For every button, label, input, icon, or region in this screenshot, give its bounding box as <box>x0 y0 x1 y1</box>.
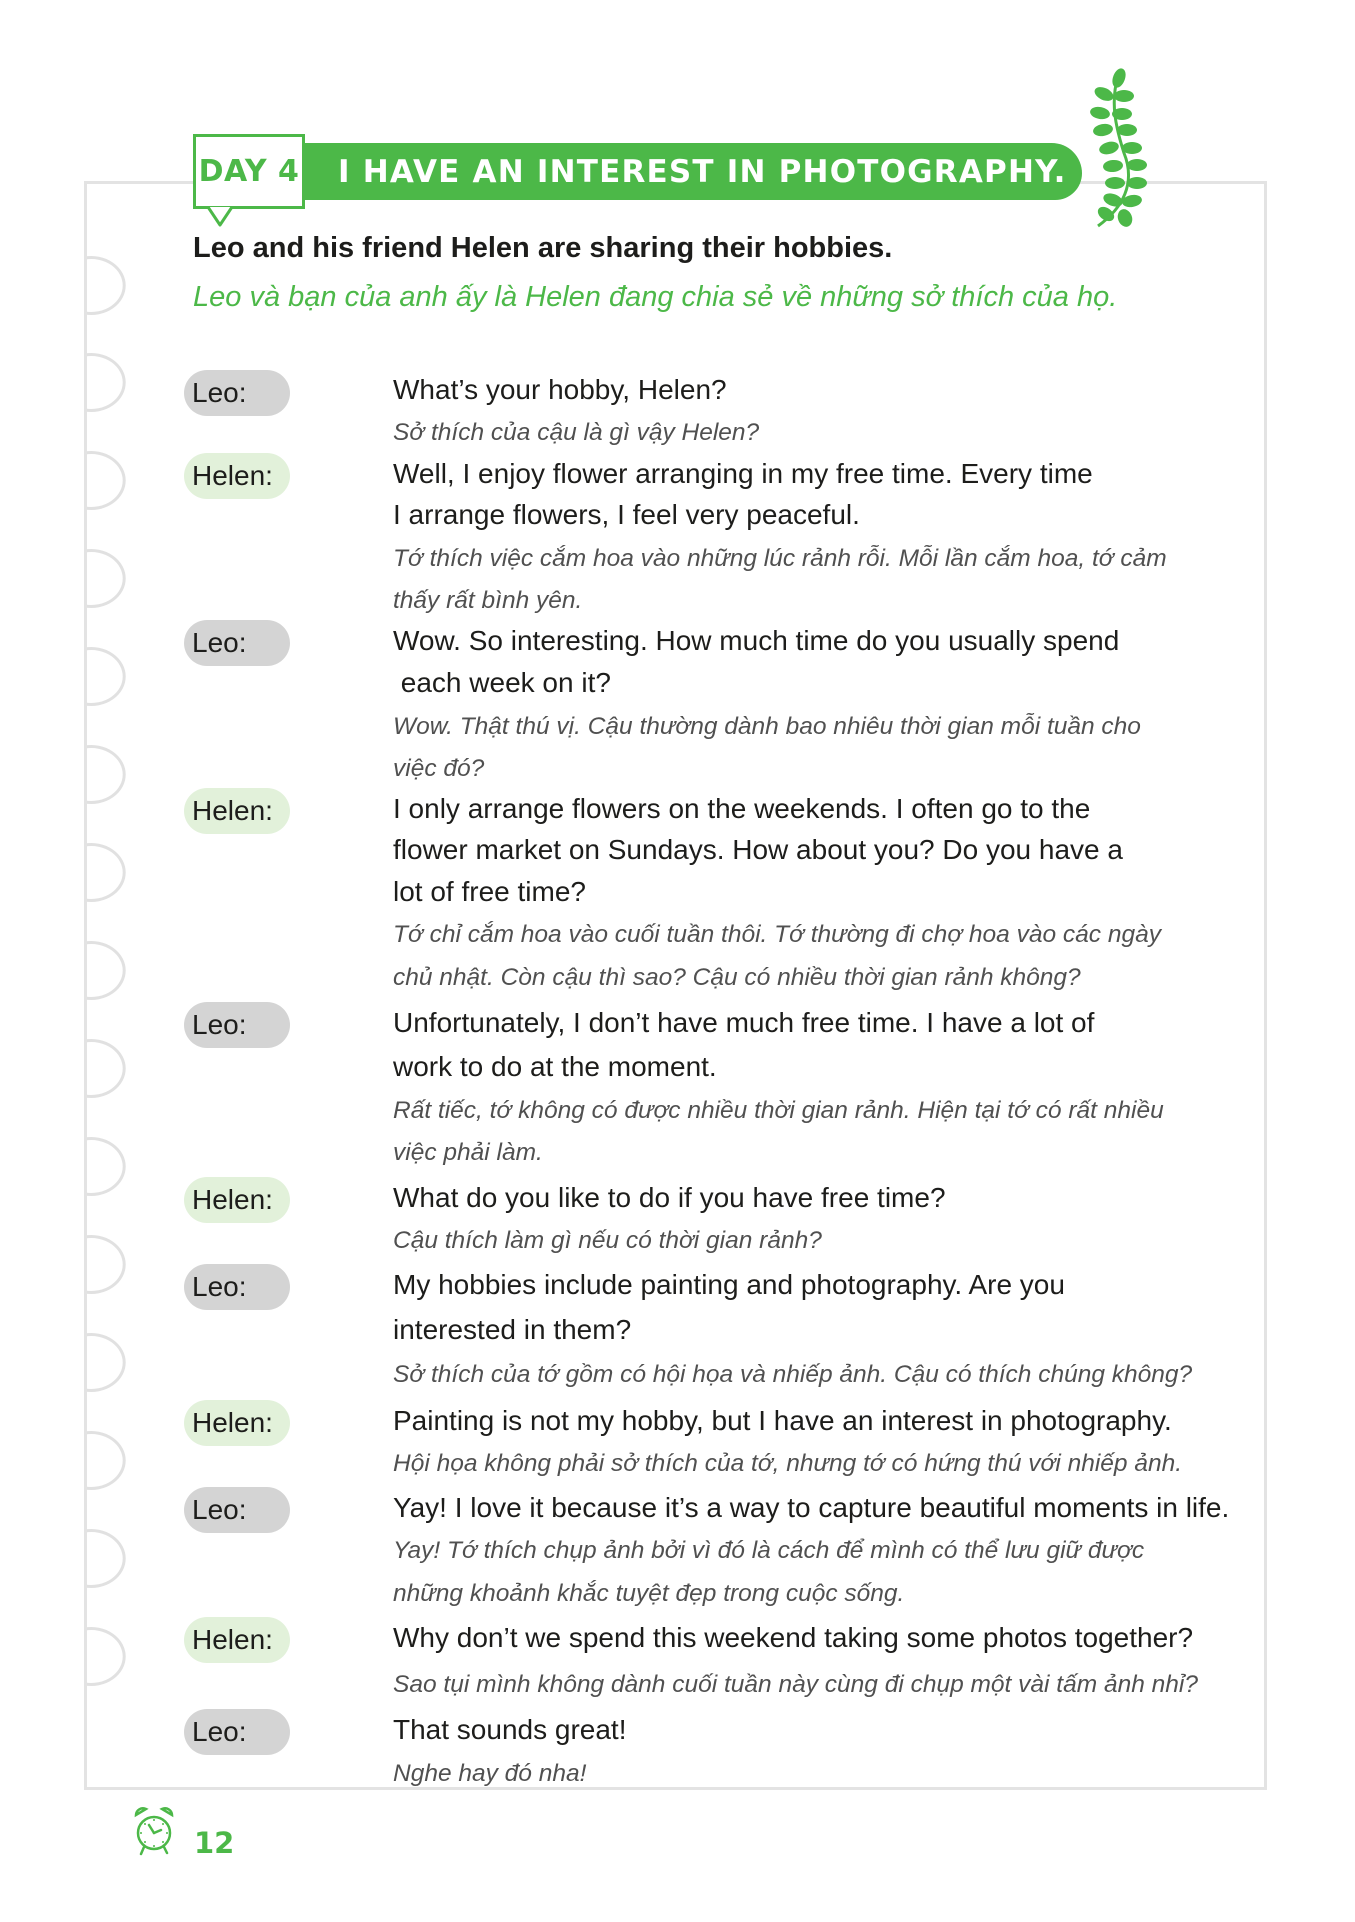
dialogue-vietnamese: việc đó? <box>393 755 485 782</box>
intro-english: Leo and his friend Helen are sharing their hobbies. <box>193 232 893 264</box>
dialogue-vietnamese: Tớ chỉ cắm hoa vào cuối tuần thôi. Tớ thường đi chợ hoa vào các ngày <box>393 921 1161 948</box>
day-label: DAY 4 <box>198 154 300 189</box>
dialogue-vietnamese: Sở thích của tớ gồm có hội họa và nhiếp ảnh. Cậu có thích chúng không? <box>393 1361 1193 1388</box>
dialogue-english: Wow. So interesting. How much time do you usually spend <box>393 625 1120 656</box>
leaf-vine-icon <box>1088 68 1150 230</box>
dialogue-vietnamese: Rất tiếc, tớ không có được nhiều thời gian rảnh. Hiện tại tớ có rất nhiều <box>393 1097 1164 1124</box>
speaker-label-leo: Leo: <box>184 1264 290 1310</box>
dialogue-english: Why don’t we spend this weekend taking some photos together? <box>393 1622 1194 1653</box>
dialogue-vietnamese: Tớ thích việc cắm hoa vào những lúc rảnh rỗi. Mỗi lần cắm hoa, tớ cảm <box>393 545 1167 572</box>
dialogue-vietnamese: thấy rất bình yên. <box>393 587 583 614</box>
speaker-label-helen: Helen: <box>184 453 290 499</box>
dialogue-english: Yay! I love it because it’s a way to capture beautiful moments in life. <box>393 1492 1230 1523</box>
title-banner <box>300 143 1082 200</box>
lesson-title: I HAVE AN INTEREST IN PHOTOGRAPHY. <box>338 153 1067 190</box>
dialogue-english: What do you like to do if you have free time? <box>393 1182 946 1213</box>
dialogue-vietnamese: Sao tụi mình không dành cuối tuần này cùng đi chụp một vài tấm ảnh nhỉ? <box>393 1671 1198 1698</box>
dialogue-vietnamese: Wow. Thật thú vị. Cậu thường dành bao nhiêu thời gian mỗi tuần cho <box>393 713 1141 740</box>
dialogue-english: interested in them? <box>393 1314 632 1345</box>
speaker-label-leo: Leo: <box>184 620 290 666</box>
dialogue-vietnamese: chủ nhật. Còn cậu thì sao? Cậu có nhiều thời gian rảnh không? <box>393 964 1081 991</box>
speech-tail-icon <box>206 207 236 229</box>
intro-vietnamese: Leo và bạn của anh ấy là Helen đang chia sẻ về những sở thích của họ. <box>193 281 1118 313</box>
dialogue-english: I only arrange flowers on the weekends. I often go to the <box>393 793 1091 824</box>
dialogue-english: lot of free time? <box>393 876 586 907</box>
dialogue-english: work to do at the moment. <box>393 1051 717 1082</box>
speaker-label-leo: Leo: <box>184 1487 290 1533</box>
dialogue-vietnamese: Sở thích của cậu là gì vậy Helen? <box>393 419 760 446</box>
speaker-label-leo: Leo: <box>184 370 290 416</box>
dialogue-vietnamese: Hội họa không phải sở thích của tớ, nhưng tớ có hứng thú với nhiếp ảnh. <box>393 1450 1183 1477</box>
speaker-label-helen: Helen: <box>184 1400 290 1446</box>
dialogue-english: Unfortunately, I don’t have much free time. I have a lot of <box>393 1007 1095 1038</box>
dialogue-english: flower market on Sundays. How about you? Do you have a <box>393 834 1123 865</box>
speaker-label-helen: Helen: <box>184 1177 290 1223</box>
alarm-clock-icon <box>130 1803 178 1859</box>
speaker-label-leo: Leo: <box>184 1709 290 1755</box>
speaker-label-helen: Helen: <box>184 788 290 834</box>
dialogue-vietnamese: Yay! Tớ thích chụp ảnh bởi vì đó là cách để mình có thể lưu giữ được <box>393 1537 1145 1564</box>
speaker-label-helen: Helen: <box>184 1617 290 1663</box>
speaker-label-leo: Leo: <box>184 1002 290 1048</box>
dialogue-vietnamese: những khoảnh khắc tuyệt đẹp trong cuộc sống. <box>393 1580 905 1607</box>
dialogue-vietnamese: Nghe hay đó nha! <box>393 1760 587 1787</box>
dialogue-english: That sounds great! <box>393 1714 627 1745</box>
dialogue-english: Well, I enjoy flower arranging in my free time. Every time <box>393 458 1093 489</box>
dialogue-english: My hobbies include painting and photography. Are you <box>393 1269 1065 1300</box>
page-number: 12 <box>194 1826 235 1860</box>
day-badge <box>193 134 305 209</box>
dialogue-english: What’s your hobby, Helen? <box>393 374 727 405</box>
dialogue-vietnamese: việc phải làm. <box>393 1139 543 1166</box>
dialogue-english: each week on it? <box>393 667 611 698</box>
dialogue-vietnamese: Cậu thích làm gì nếu có thời gian rảnh? <box>393 1227 822 1254</box>
dialogue-english: I arrange flowers, I feel very peaceful. <box>393 499 860 530</box>
dialogue-english: Painting is not my hobby, but I have an interest in photography. <box>393 1405 1172 1436</box>
